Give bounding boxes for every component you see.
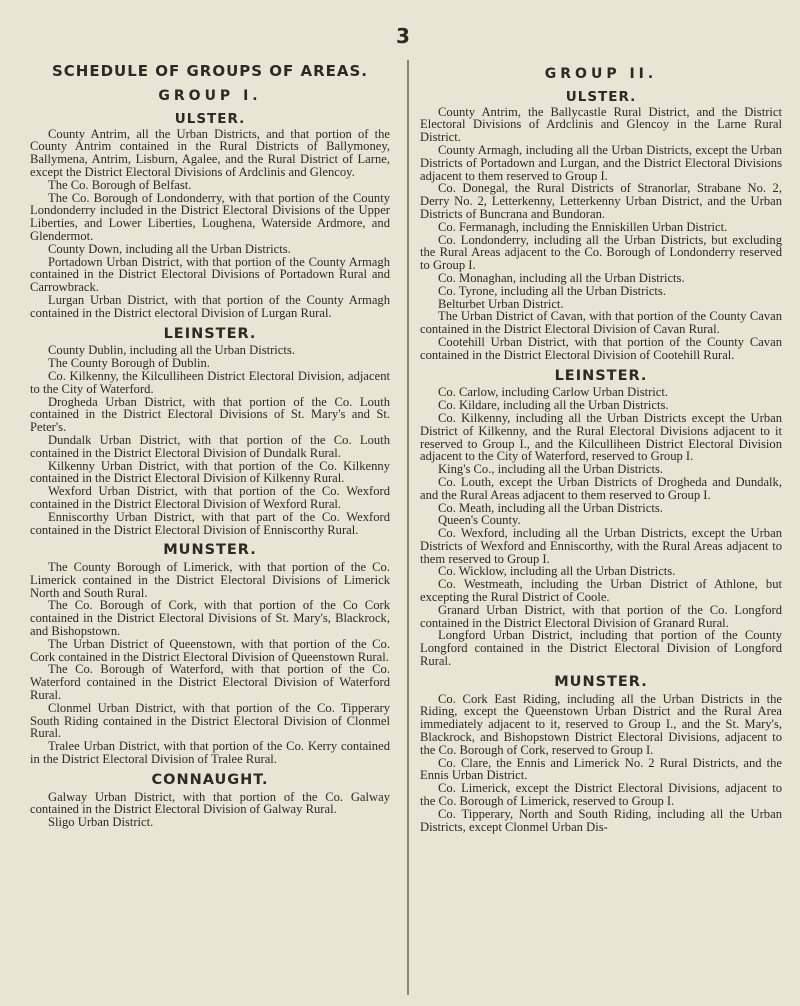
schedule-entry: Co. Fermanagh, including the Enniskillen Urban District.: [438, 219, 728, 234]
schedule-entry: Co. Limerick, except the District Electoral Divisions, adjacent to the Co. Borough of Limerick, reserved to Group I.: [420, 781, 782, 809]
schedule-entry: Co. Clare, the Ennis and Limerick No. 2 Rural Districts, and the Ennis Urban District.: [420, 755, 782, 783]
schedule-entry: Co. Wexford, including all the Urban Districts, except the Urban Districts of Wexford and Enniscorthy, with the Rural Areas adjacent to them reserved to Group I.: [420, 526, 782, 566]
province-heading: LEINSTER.: [554, 367, 648, 384]
schedule-entry: Tralee Urban District, with that portion of the Co. Kerry contained in the District Electoral Division of Tralee Rural.: [30, 739, 390, 767]
province-heading: MUNSTER.: [163, 542, 257, 559]
schedule-entry: Queen's County.: [438, 513, 521, 528]
schedule-entry: Co. Kilkenny, the Kilculliheen District Electoral Division, adjacent to the City of Waterford.: [30, 368, 390, 396]
column-divider: [407, 60, 409, 995]
schedule-entry: The Co. Borough of Belfast.: [48, 177, 192, 192]
schedule-entry: Portadown Urban District, with that portion of the County Armagh contained in the District Electoral Divisions of Portadown Rural and Carrowbrack.: [30, 254, 390, 295]
schedule-entry: County Antrim, all the Urban Districts, and that portion of the County Antrim contained in the Rural Districts of Ballymoney, Ballymena, Antrim, Lisburn, Agalee, and the Rural District of Larne, except the District Electoral Divisions of Ardclinis and Glencoy.: [30, 126, 390, 179]
schedule-entry: The Co. Borough of Waterford, with that portion of the Co. Waterford contained in the District Electoral Division of Waterford Rural.: [30, 662, 390, 703]
schedule-entry: Co. Cork East Riding, including all the Urban Districts in the Riding, except the Queenstown Urban District and the Rural Area immediately adjacent to it, reserved to Group I., and the St. Mary's, Blackrock, and Bishopstown District Electoral Divisions, adjacent to the Co. Borough of Cork, reserved to Group I.: [420, 691, 782, 757]
schedule-entry: Longford Urban District, including that portion of the County Longford contained in the District Electoral Division of Longford Rural.: [420, 628, 782, 669]
schedule-entry: Co. Wicklow, including all the Urban Districts.: [438, 564, 676, 579]
schedule-entry: County Dublin, including all the Urban Districts.: [48, 343, 295, 358]
schedule-entry: Lurgan Urban District, with that portion of the County Armagh contained in the District electoral Division of Lurgan Rural.: [30, 292, 390, 320]
schedule-entry: Wexford Urban District, with that portion of the Co. Wexford contained in the District Electoral Division of Wexford Rural.: [30, 484, 390, 511]
province-heading: MUNSTER.: [554, 673, 648, 690]
schedule-entry: Granard Urban District, with that portion of the Co. Longford contained in the District Electoral Division of Granard Rural.: [420, 602, 782, 630]
schedule-entry: Enniscorthy Urban District, with that part of the Co. Wexford contained in the District Electoral Division of Enniscorthy Rural.: [30, 509, 390, 537]
schedule-entry: The Urban District of Cavan, with that portion of the County Cavan contained in the District Electoral Division of Cavan Rural.: [420, 309, 782, 337]
schedule-entry: The Co. Borough of Cork, with that portion of the Co Cork contained in the District Electoral Divisions of St. Mary's, Blackrock, and Bishopstown.: [30, 598, 390, 639]
schedule-entry: County Down, including all the Urban Districts.: [48, 241, 291, 256]
schedule-entry: Co. Donegal, the Rural Districts of Stranorlar, Strabane No. 2, Derry No. 2, Letterkenny, Letterkenny Urban District, and the Urban Districts of Buncrana and Bundoran.: [420, 181, 782, 221]
group-heading: GROUP II.: [544, 66, 658, 82]
schedule-entry: Drogheda Urban District, with that portion of the Co. Louth contained in the District Electoral Divisions of St. Mary's and St. Peter's.: [30, 394, 390, 435]
page-number: 3: [396, 24, 410, 48]
schedule-entry: The Co. Borough of Londonderry, with that portion of the County Londonderry included in the District Electoral Divisions of the Upper Liberties, and Lower Liberties, Loughena, Waterside Ardmore, and Glendermot.: [30, 190, 390, 243]
group-heading: GROUP I.: [158, 88, 262, 104]
schedule-title: SCHEDULE OF GROUPS OF AREAS.: [51, 62, 369, 80]
left-sections: [30, 110, 390, 830]
schedule-entry: Galway Urban District, with that portion of the Co. Galway contained in the District Electoral Division of Galway Rural.: [30, 789, 390, 817]
schedule-entry: Co. Tipperary, North and South Riding, including all the Urban Districts, except Clonmel Urban Dis-: [420, 806, 782, 834]
schedule-entry: Dundalk Urban District, with that portion of the Co. Louth contained in the District Electoral Division of Dundalk Rural.: [30, 432, 390, 460]
schedule-entry: County Antrim, the Ballycastle Rural District, and the District Electoral Divisions of Ardclinis and Glencoy in the Larne Rural District.: [420, 104, 782, 145]
schedule-entry: County Armagh, including all the Urban Districts, except the Urban Districts of Portadown and Lurgan, and the District Electoral Divisions adjacent to them reserved to Group I.: [420, 142, 782, 183]
schedule-entry: Co. Monaghan, including all the Urban Districts.: [438, 270, 685, 285]
province-heading: CONNAUGHT.: [151, 771, 269, 788]
right-column: [420, 60, 782, 833]
province-heading: ULSTER.: [565, 88, 637, 105]
schedule-entry: The County Borough of Dublin.: [48, 356, 210, 371]
schedule-entry: Cootehill Urban District, with that portion of the County Cavan contained in the District Electoral Division of Cootehill Rural.: [420, 334, 782, 362]
province-heading: LEINSTER.: [163, 325, 257, 342]
schedule-entry: Co. Tyrone, including all the Urban Districts.: [438, 283, 666, 298]
province-heading: ULSTER.: [174, 110, 246, 127]
right-sections: [420, 88, 782, 834]
schedule-entry: Co. Meath, including all the Urban Districts.: [438, 500, 663, 515]
schedule-entry: Co. Westmeath, including the Urban District of Athlone, but excepting the Rural District of Coole.: [420, 577, 782, 605]
schedule-entry: King's Co., including all the Urban Districts.: [438, 462, 664, 477]
schedule-entry: Co. Londonderry, including all the Urban Districts, but excluding the Rural Areas adjacent to the Co. Borough of Londonderry reserved to Group I.: [420, 232, 782, 273]
schedule-entry: Co. Kilkenny, including all the Urban Districts except the Urban District of Kilkenny, and the Rural Electoral Divisions adjacent to it reserved to Group I., and the Kilculliheen District Electoral Division adjacent to the City of Waterford, reserved to Group I.: [420, 410, 782, 464]
schedule-entry: Co. Kildare, including all the Urban Districts.: [438, 398, 669, 413]
left-column: [30, 60, 390, 829]
schedule-entry: Clonmel Urban District, with that portion of the Co. Tipperary South Riding contained in the District Electoral Division of Clonmel Rural.: [30, 700, 390, 741]
schedule-entry: The Urban District of Queenstown, with that portion of the Co. Cork contained in the District Electoral Division of Queenstown Rural.: [30, 636, 390, 664]
schedule-entry: The County Borough of Limerick, with that portion of the Co. Limerick contained in the District Electoral Divisions of Limerick North and South Rural.: [30, 560, 390, 600]
schedule-entry: Co. Louth, except the Urban Districts of Drogheda and Dundalk, and the Rural Areas adjacent to them reserved to Group I.: [420, 474, 782, 502]
schedule-entry: Co. Carlow, including Carlow Urban District.: [438, 385, 669, 400]
schedule-entry: Sligo Urban District.: [48, 815, 154, 830]
schedule-entry: Kilkenny Urban District, with that portion of the Co. Kilkenny contained in the District Electoral Division of Kilkenny Rural.: [30, 458, 390, 486]
schedule-entry: Belturbet Urban District.: [438, 296, 564, 311]
